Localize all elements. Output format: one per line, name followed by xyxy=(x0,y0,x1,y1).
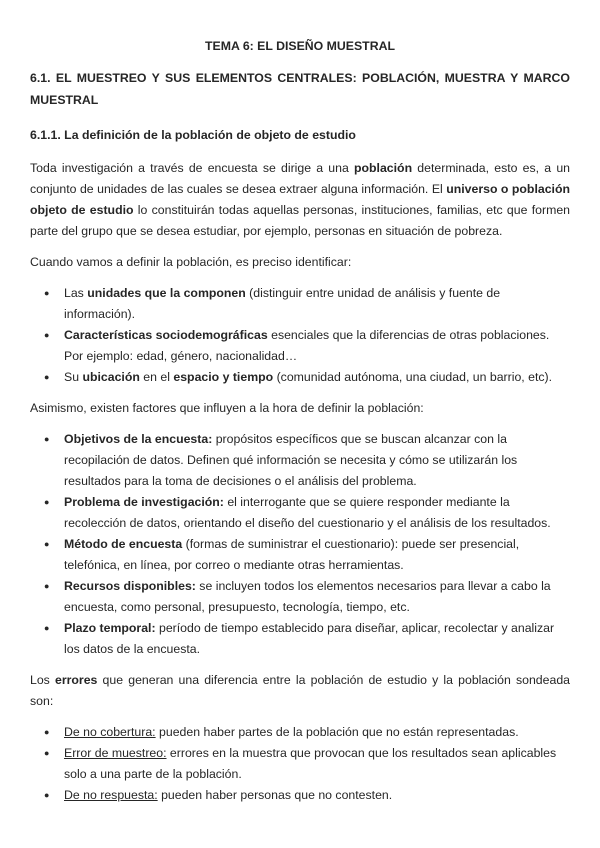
list-item: ● Problema de investigación: el interrogante que se quiere responder mediante la recolección de datos, orientando el diseño del cuestionario y el análisis de los resultados. xyxy=(30,492,570,534)
section-heading: 6.1. EL MUESTREO Y SUS ELEMENTOS CENTRALES: POBLACIÓN, MUESTRA Y MARCO MUESTRAL xyxy=(30,71,570,107)
intro-paragraph: Toda investigación a través de encuesta se dirige a una población determinada, esto es, a un conjunto de unidades de las cuales se desea extraer alguna información. El universo o población objeto de estudio lo constituirán todas aquellas personas, instituciones, familias, etc que formen parte del grupo que se desea estudiar, por ejemplo, personas en situación de pobreza. xyxy=(30,161,570,238)
list-item: ● Su ubicación en el espacio y tiempo (comunidad autónoma, una ciudad, un barrio, etc). xyxy=(30,367,570,388)
identify-intro: Cuando vamos a definir la población, es preciso identificar: xyxy=(30,255,352,269)
list-item: ● Las unidades que la componen (distinguir entre unidad de análisis y fuente de información). xyxy=(30,283,570,325)
subsection-heading: 6.1.1. La definición de la población de objeto de estudio xyxy=(30,128,356,142)
errors-intro: Los errores que generan una diferencia entre la población de estudio y la población sondeada son: xyxy=(30,673,570,708)
identify-list xyxy=(30,283,570,388)
factors-intro: Asimismo, existen factores que influyen a la hora de definir la población: xyxy=(30,401,424,415)
list-item: ● Recursos disponibles: se incluyen todos los elementos necesarios para llevar a cabo la encuesta, como personal, presupuesto, tecnología, tiempo, etc. xyxy=(30,576,570,618)
list-item: ● De no respuesta: pueden haber personas que no contesten. xyxy=(30,785,570,806)
list-item: ● Error de muestreo: errores en la muestra que provocan que los resultados sean aplicables solo a una parte de la población. xyxy=(30,743,570,785)
list-item: ● Objetivos de la encuesta: propósitos específicos que se buscan alcanzar con la recopilación de datos. Definen qué información se necesita y cómo se utilizarán los resultados para la toma de decisiones o el análisis del problema. xyxy=(30,429,570,492)
list-item: ● Características sociodemográficas esenciales que la diferencias de otras poblaciones. Por ejemplo: edad, género, nacionalidad… xyxy=(30,325,570,367)
factors-list xyxy=(30,429,570,660)
errors-list xyxy=(30,722,570,806)
list-item: ● De no cobertura: pueden haber partes de la población que no están representadas. xyxy=(30,722,570,743)
list-item: ● Plazo temporal: período de tiempo establecido para diseñar, aplicar, recolectar y analizar los datos de la encuesta. xyxy=(30,618,570,660)
list-item: ● Método de encuesta (formas de suministrar el cuestionario): puede ser presencial, telefónica, en línea, por correo o mediante otras herramientas. xyxy=(30,534,570,576)
page-title: TEMA 6: EL DISEÑO MUESTRAL xyxy=(205,39,395,53)
